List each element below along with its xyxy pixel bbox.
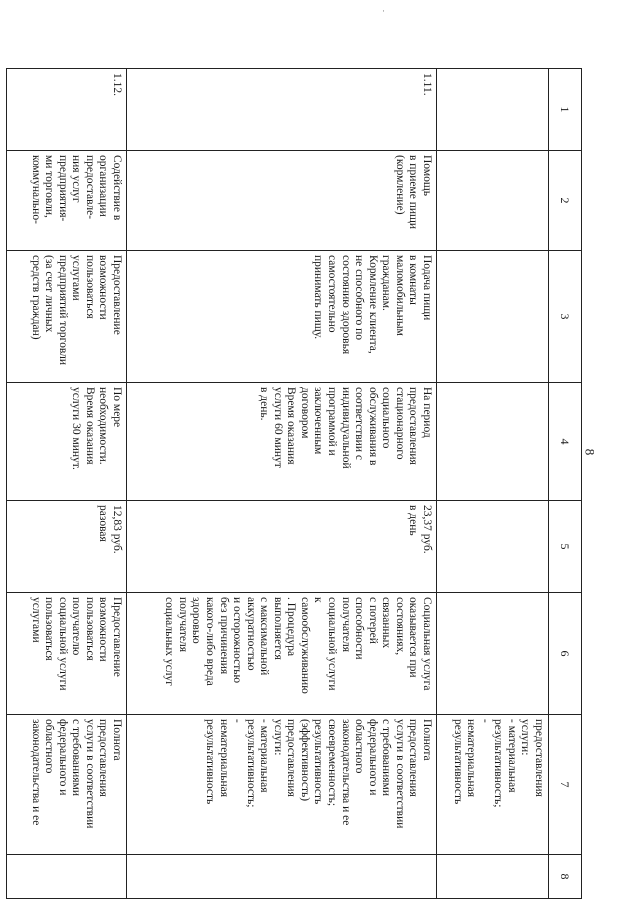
service-description: Подача пищи в комнаты маломобильным гражданам. Кормление клиента, не способного по состоянию здоровья самостоятельно принимать пищу. [127,251,437,383]
header-cell: 1 [549,69,582,151]
service-evaluation: Полнота предоставления услуги в соответствии с требованиями федерального и областного законодательства и ее [7,715,127,855]
item-number: 1.11. [127,69,437,151]
table-cell [437,251,549,383]
table-row [127,69,437,899]
table-row [7,69,127,899]
service-description: Предоставление возможности пользоваться услугами предприятий торговли (за счет личных средств граждан) [7,251,127,383]
header-cell: 5 [549,501,582,593]
scan-dot: · [382,6,385,16]
header-cell: 6 [549,593,582,715]
evaluation-cell: предоставления услуги: - материальная результативность; - нематериальная результативность [437,715,549,855]
service-evaluation: Полнота предоставления услуги в соответствии с требованиями федерального и областного законодательства и ее своевременность; результативность (эффективность) предоставления услуги: - материальная результативность; - нематериальная результативность [127,715,437,855]
page-number: 8 [582,448,598,456]
table-cell [437,151,549,251]
header-cell: 2 [549,151,582,251]
item-number: 1.12. [7,69,127,151]
table-cell [437,69,549,151]
header-cell: 3 [549,251,582,383]
header-row [549,69,582,899]
services-table [6,68,582,899]
header-cell: 8 [549,855,582,899]
service-price: 23,37 руб. в день [127,501,437,593]
service-terms: На период предоставления стационарного социального обслуживания в соответствии с индивидуальной программой и заключенным договором Время оказания услуги 60 минут в день. [127,383,437,501]
service-standard: Предоставление возможности пользоваться получателю социальной услуги пользоваться услугами [7,593,127,715]
table-cell [127,855,437,899]
table-cell [437,855,549,899]
table-cell [437,501,549,593]
service-standard: Социальная услуга оказывается при состояниях, связанных с потерей способности получателя социальной услуги к самообслуживанию . Процедура выполняется с максимальной аккуратностью и осторожностью без причинения какого-либо вреда здоровью получателя социальных услуг [127,593,437,715]
header-cell: 4 [549,383,582,501]
service-name: Содействие в организации предоставле- ния услуг предприятия- ми торговли, коммунально- [7,151,127,251]
table-cell [437,593,549,715]
service-price: 12,83 руб. разовая [7,501,127,593]
continuation-row [437,69,549,899]
service-terms: По мере необходимости. Время оказания услуги 30 минут. [7,383,127,501]
header-cell: 7 [549,715,582,855]
service-name: Помощь в приеме пищи (кормление) [127,151,437,251]
table-cell [437,383,549,501]
table-cell [7,855,127,899]
